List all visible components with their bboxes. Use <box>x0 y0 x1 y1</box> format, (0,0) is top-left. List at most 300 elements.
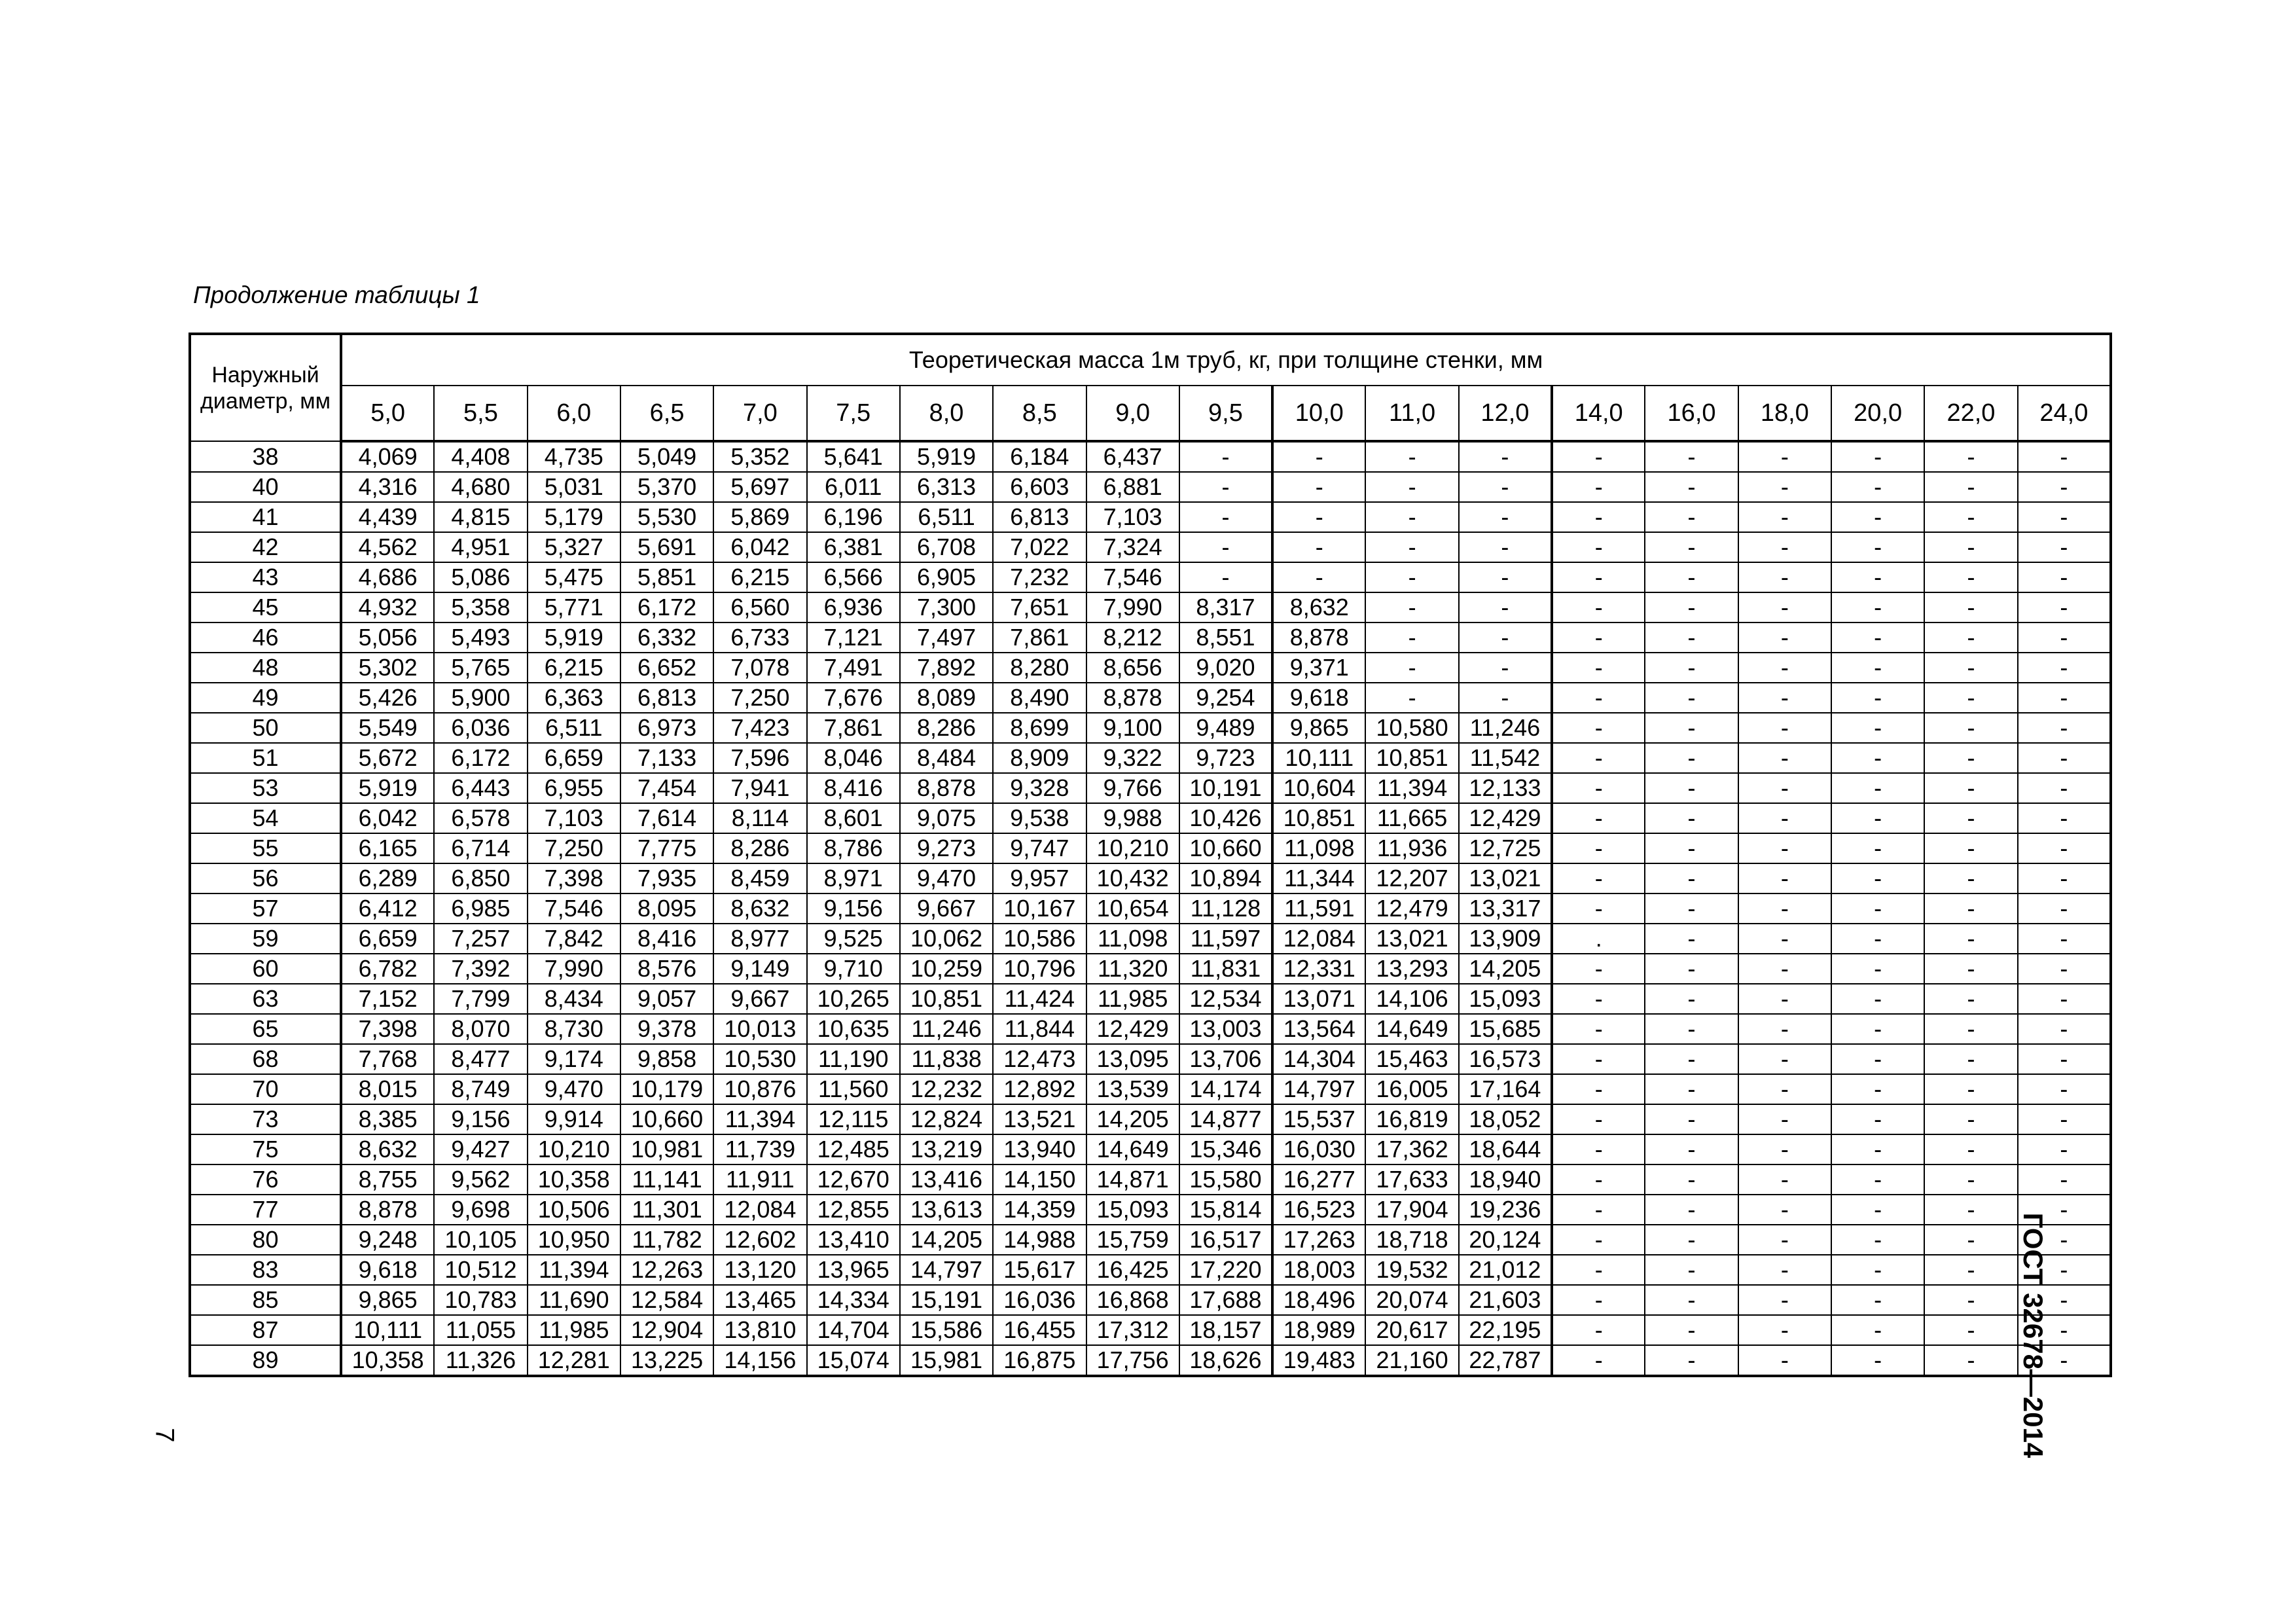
mass-cell: 4,439 <box>341 502 434 532</box>
mass-cell: - <box>1831 683 1924 713</box>
mass-cell: 18,496 <box>1272 1285 1365 1315</box>
mass-cell: 16,036 <box>993 1285 1086 1315</box>
thickness-header: 7,5 <box>807 386 900 441</box>
mass-cell: - <box>1924 1014 2017 1044</box>
mass-cell: - <box>1365 683 1458 713</box>
mass-cell: 6,560 <box>713 592 806 623</box>
mass-cell: - <box>2018 502 2111 532</box>
mass-cell: 12,534 <box>1179 984 1272 1014</box>
mass-cell: 11,394 <box>1365 773 1458 803</box>
mass-cell: 8,095 <box>620 893 713 924</box>
mass-cell: 10,210 <box>1086 833 1179 863</box>
mass-cell: 5,475 <box>528 562 620 592</box>
mass-cell: 17,263 <box>1272 1225 1365 1255</box>
mass-cell: 10,506 <box>528 1195 620 1225</box>
mass-cell: - <box>1831 1345 1924 1376</box>
mass-cell: 12,855 <box>807 1195 900 1225</box>
mass-cell: - <box>1459 472 1552 502</box>
mass-cell: 9,988 <box>1086 803 1179 833</box>
mass-cell: 16,517 <box>1179 1225 1272 1255</box>
mass-cell: - <box>1831 1104 1924 1134</box>
diameter-cell: 59 <box>190 924 341 954</box>
mass-cell: 6,511 <box>900 502 993 532</box>
mass-cell: - <box>1831 743 1924 773</box>
mass-cell: 6,042 <box>713 532 806 562</box>
mass-cell: - <box>1645 653 1738 683</box>
mass-cell: 8,878 <box>1086 683 1179 713</box>
mass-cell: - <box>1924 1104 2017 1134</box>
mass-cell: 5,691 <box>620 532 713 562</box>
mass-cell: - <box>1459 683 1552 713</box>
mass-cell: 13,071 <box>1272 984 1365 1014</box>
mass-cell: 16,425 <box>1086 1255 1179 1285</box>
mass-cell: 16,030 <box>1272 1134 1365 1164</box>
thickness-header: 11,0 <box>1365 386 1458 441</box>
mass-cell: 6,437 <box>1086 441 1179 472</box>
mass-cell: - <box>1831 502 1924 532</box>
mass-cell: 10,013 <box>713 1014 806 1044</box>
mass-cell: 9,538 <box>993 803 1086 833</box>
mass-cell: 18,626 <box>1179 1345 1272 1376</box>
mass-cell: 18,644 <box>1459 1134 1552 1164</box>
mass-cell: - <box>2018 863 2111 893</box>
mass-cell: - <box>1552 562 1645 592</box>
mass-cell: 15,093 <box>1459 984 1552 1014</box>
mass-cell: - <box>1645 592 1738 623</box>
mass-cell: 14,205 <box>1086 1104 1179 1134</box>
mass-cell: - <box>1924 1285 2017 1315</box>
mass-cell: 6,381 <box>807 532 900 562</box>
mass-cell: 11,320 <box>1086 954 1179 984</box>
diameter-cell: 49 <box>190 683 341 713</box>
mass-cell: 8,114 <box>713 803 806 833</box>
mass-cell: 5,370 <box>620 472 713 502</box>
mass-cell: 10,950 <box>528 1225 620 1255</box>
mass-cell: 14,156 <box>713 1345 806 1376</box>
mass-cell: - <box>1552 532 1645 562</box>
mass-cell: 6,313 <box>900 472 993 502</box>
mass-cell: 17,904 <box>1365 1195 1458 1225</box>
mass-cell: - <box>2018 592 2111 623</box>
mass-cell: 14,304 <box>1272 1044 1365 1074</box>
mass-cell: - <box>1552 1044 1645 1074</box>
mass-cell: 15,191 <box>900 1285 993 1315</box>
mass-cell: 9,156 <box>434 1104 527 1134</box>
mass-cell: 17,312 <box>1086 1315 1179 1345</box>
mass-cell: 13,021 <box>1365 924 1458 954</box>
mass-cell: - <box>1179 472 1272 502</box>
mass-cell: 11,831 <box>1179 954 1272 984</box>
mass-cell: 19,236 <box>1459 1195 1552 1225</box>
mass-cell: - <box>1645 984 1738 1014</box>
mass-cell: - <box>1924 1134 2017 1164</box>
table-row <box>190 924 2111 954</box>
mass-cell: - <box>1738 1044 1831 1074</box>
mass-cell: - <box>1552 1164 1645 1195</box>
mass-cell: - <box>1924 472 2017 502</box>
mass-cell: 9,378 <box>620 1014 713 1044</box>
mass-cell: 10,105 <box>434 1225 527 1255</box>
mass-cell: 12,824 <box>900 1104 993 1134</box>
mass-cell: 12,479 <box>1365 893 1458 924</box>
table-row <box>190 653 2111 683</box>
mass-cell: 7,497 <box>900 623 993 653</box>
mass-cell: 19,532 <box>1365 1255 1458 1285</box>
mass-cell: - <box>1272 441 1365 472</box>
mass-cell: - <box>1645 1074 1738 1104</box>
mass-cell: 15,093 <box>1086 1195 1179 1225</box>
diameter-cell: 54 <box>190 803 341 833</box>
mass-cell: 8,656 <box>1086 653 1179 683</box>
mass-cell: 4,408 <box>434 441 527 472</box>
mass-cell: 13,021 <box>1459 863 1552 893</box>
mass-cell: - <box>1459 532 1552 562</box>
mass-cell: 10,358 <box>528 1164 620 1195</box>
mass-cell: - <box>1831 924 1924 954</box>
mass-cell: - <box>1924 683 2017 713</box>
mass-cell: 12,473 <box>993 1044 1086 1074</box>
mass-cell: 6,733 <box>713 623 806 653</box>
mass-cell: - <box>2018 653 2111 683</box>
mass-cell: - <box>1738 984 1831 1014</box>
mass-cell: 10,179 <box>620 1074 713 1104</box>
mass-cell: 8,416 <box>807 773 900 803</box>
mass-cell: - <box>1552 863 1645 893</box>
mass-cell: 15,586 <box>900 1315 993 1345</box>
mass-cell: 18,940 <box>1459 1164 1552 1195</box>
mass-cell: - <box>1738 1195 1831 1225</box>
mass-cell: 9,156 <box>807 893 900 924</box>
mass-cell: 13,317 <box>1459 893 1552 924</box>
mass-cell: 12,602 <box>713 1225 806 1255</box>
mass-cell: - <box>1738 1104 1831 1134</box>
mass-cell: 12,670 <box>807 1164 900 1195</box>
mass-cell: 9,710 <box>807 954 900 984</box>
diameter-cell: 48 <box>190 653 341 683</box>
mass-cell: 7,941 <box>713 773 806 803</box>
mass-cell: 11,911 <box>713 1164 806 1195</box>
mass-cell: - <box>1924 833 2017 863</box>
mass-cell: 7,133 <box>620 743 713 773</box>
mass-cell: 7,892 <box>900 653 993 683</box>
mass-cell: 4,815 <box>434 502 527 532</box>
diameter-cell: 73 <box>190 1104 341 1134</box>
mass-cell: 21,012 <box>1459 1255 1552 1285</box>
mass-cell: 5,493 <box>434 623 527 653</box>
mass-cell: 10,111 <box>1272 743 1365 773</box>
mass-cell: - <box>1552 1285 1645 1315</box>
thickness-header: 10,0 <box>1272 386 1365 441</box>
mass-cell: 6,652 <box>620 653 713 683</box>
diameter-cell: 63 <box>190 984 341 1014</box>
table-row <box>190 683 2111 713</box>
mass-cell: - <box>2018 713 2111 743</box>
mass-cell: 9,957 <box>993 863 1086 893</box>
diameter-cell: 85 <box>190 1285 341 1315</box>
mass-cell: 9,100 <box>1086 713 1179 743</box>
mass-cell: 7,614 <box>620 803 713 833</box>
mass-cell: - <box>1924 623 2017 653</box>
mass-cell: 10,062 <box>900 924 993 954</box>
mass-cell: 9,322 <box>1086 743 1179 773</box>
mass-cell: 12,084 <box>1272 924 1365 954</box>
mass-cell: - <box>1459 502 1552 532</box>
mass-cell: - <box>1738 502 1831 532</box>
mass-cell: - <box>1272 532 1365 562</box>
mass-cell: 10,512 <box>434 1255 527 1285</box>
mass-cell: 13,003 <box>1179 1014 1272 1044</box>
mass-cell: 21,603 <box>1459 1285 1552 1315</box>
mass-cell: 15,074 <box>807 1345 900 1376</box>
mass-cell: 5,697 <box>713 472 806 502</box>
table-row <box>190 1044 2111 1074</box>
mass-cell: 6,443 <box>434 773 527 803</box>
mass-cell: 6,363 <box>528 683 620 713</box>
mass-cell: 5,327 <box>528 532 620 562</box>
mass-cell: - <box>1365 562 1458 592</box>
mass-cell: - <box>1645 1225 1738 1255</box>
diameter-cell: 76 <box>190 1164 341 1195</box>
table-row <box>190 803 2111 833</box>
mass-cell: - <box>1924 773 2017 803</box>
mass-cell: 20,617 <box>1365 1315 1458 1345</box>
mass-cell: 16,875 <box>993 1345 1086 1376</box>
mass-cell: - <box>1459 592 1552 623</box>
mass-cell: 13,219 <box>900 1134 993 1164</box>
mass-cell: 11,936 <box>1365 833 1458 863</box>
mass-cell: 10,660 <box>620 1104 713 1134</box>
pipe-mass-table <box>188 333 2112 1377</box>
mass-cell: - <box>1552 1104 1645 1134</box>
table-row <box>190 833 2111 863</box>
mass-cell: - <box>1924 1315 2017 1345</box>
mass-cell: - <box>1552 893 1645 924</box>
mass-cell: 21,160 <box>1365 1345 1458 1376</box>
mass-cell: 6,566 <box>807 562 900 592</box>
mass-cell: 6,036 <box>434 713 527 743</box>
mass-cell: - <box>1831 1044 1924 1074</box>
mass-cell: - <box>1552 773 1645 803</box>
mass-cell: - <box>1645 803 1738 833</box>
mass-cell: 12,485 <box>807 1134 900 1164</box>
mass-cell: - <box>1924 924 2017 954</box>
mass-cell: 7,861 <box>807 713 900 743</box>
mass-cell: - <box>1738 1164 1831 1195</box>
mass-cell: 10,876 <box>713 1074 806 1104</box>
mass-cell: 7,842 <box>528 924 620 954</box>
mass-cell: - <box>2018 1074 2111 1104</box>
mass-cell: 5,302 <box>341 653 434 683</box>
table-caption: Продолжение таблицы 1 <box>193 281 480 308</box>
mass-cell: 9,562 <box>434 1164 527 1195</box>
mass-cell: 6,412 <box>341 893 434 924</box>
mass-cell: 10,783 <box>434 1285 527 1315</box>
mass-cell: - <box>1738 562 1831 592</box>
mass-cell: 13,965 <box>807 1255 900 1285</box>
mass-cell: 11,560 <box>807 1074 900 1104</box>
mass-cell: - <box>1831 773 1924 803</box>
mass-cell: - <box>1738 833 1831 863</box>
table-row <box>190 1255 2111 1285</box>
mass-cell: 12,084 <box>713 1195 806 1225</box>
mass-cell: 11,591 <box>1272 893 1365 924</box>
mass-cell: - <box>1272 562 1365 592</box>
mass-cell: 6,936 <box>807 592 900 623</box>
mass-cell: 5,919 <box>341 773 434 803</box>
mass-cell: 9,248 <box>341 1225 434 1255</box>
mass-cell: . <box>1552 924 1645 954</box>
mass-cell: - <box>1738 683 1831 713</box>
mass-cell: - <box>1552 683 1645 713</box>
mass-cell: 9,174 <box>528 1044 620 1074</box>
mass-cell: - <box>1831 441 1924 472</box>
mass-cell: - <box>1831 1164 1924 1195</box>
mass-cell: 7,324 <box>1086 532 1179 562</box>
mass-cell: - <box>1552 472 1645 502</box>
mass-cell: 8,286 <box>713 833 806 863</box>
mass-cell: 8,786 <box>807 833 900 863</box>
mass-cell: 9,057 <box>620 984 713 1014</box>
mass-cell: - <box>2018 532 2111 562</box>
mass-cell: 6,659 <box>341 924 434 954</box>
mass-cell: - <box>1552 743 1645 773</box>
thickness-header: 9,0 <box>1086 386 1179 441</box>
mass-cell: - <box>2018 1315 2111 1345</box>
mass-cell: 6,172 <box>620 592 713 623</box>
mass-cell: 9,747 <box>993 833 1086 863</box>
mass-cell: 4,680 <box>434 472 527 502</box>
mass-cell: 5,056 <box>341 623 434 653</box>
mass-cell: - <box>1738 653 1831 683</box>
mass-cell: - <box>1645 532 1738 562</box>
mass-cell: 9,667 <box>900 893 993 924</box>
mass-cell: 8,046 <box>807 743 900 773</box>
mass-cell: - <box>1552 441 1645 472</box>
mass-cell: - <box>1645 562 1738 592</box>
mass-cell: 7,078 <box>713 653 806 683</box>
mass-cell: 6,782 <box>341 954 434 984</box>
mass-cell: - <box>2018 984 2111 1014</box>
mass-cell: - <box>1738 623 1831 653</box>
mass-cell: - <box>1738 1345 1831 1376</box>
mass-cell: 10,635 <box>807 1014 900 1044</box>
mass-cell: 7,022 <box>993 532 1086 562</box>
mass-cell: 5,179 <box>528 502 620 532</box>
thickness-header: 9,5 <box>1179 386 1272 441</box>
mass-cell: 7,232 <box>993 562 1086 592</box>
mass-cell: 12,133 <box>1459 773 1552 803</box>
mass-cell: - <box>1831 562 1924 592</box>
mass-cell: 9,766 <box>1086 773 1179 803</box>
mass-cell: 14,174 <box>1179 1074 1272 1104</box>
mass-cell: 20,074 <box>1365 1285 1458 1315</box>
mass-cell: 5,869 <box>713 502 806 532</box>
mass-cell: - <box>1645 623 1738 653</box>
mass-cell: 6,985 <box>434 893 527 924</box>
diameter-cell: 87 <box>190 1315 341 1345</box>
mass-cell: 5,900 <box>434 683 527 713</box>
mass-cell: - <box>1831 1195 1924 1225</box>
mass-cell: 10,259 <box>900 954 993 984</box>
mass-cell: 6,973 <box>620 713 713 743</box>
mass-cell: 8,477 <box>434 1044 527 1074</box>
mass-cell: 13,521 <box>993 1104 1086 1134</box>
mass-cell: - <box>1552 1255 1645 1285</box>
mass-cell: - <box>1738 441 1831 472</box>
mass-cell: 6,850 <box>434 863 527 893</box>
mass-cell: 13,416 <box>900 1164 993 1195</box>
mass-cell: 14,871 <box>1086 1164 1179 1195</box>
table-row <box>190 1195 2111 1225</box>
mass-cell: - <box>1738 924 1831 954</box>
thickness-header: 24,0 <box>2018 386 2111 441</box>
mass-cell: - <box>1179 532 1272 562</box>
mass-cell: - <box>1738 1074 1831 1104</box>
mass-cell: - <box>1738 532 1831 562</box>
mass-cell: 16,819 <box>1365 1104 1458 1134</box>
mass-cell: 7,392 <box>434 954 527 984</box>
table-row <box>190 1315 2111 1345</box>
mass-cell: 5,765 <box>434 653 527 683</box>
mass-cell: 8,576 <box>620 954 713 984</box>
mass-cell: 6,332 <box>620 623 713 653</box>
mass-cell: - <box>2018 683 2111 713</box>
mass-cell: 11,246 <box>1459 713 1552 743</box>
mass-cell: - <box>1924 441 2017 472</box>
diameter-cell: 46 <box>190 623 341 653</box>
mass-cell: - <box>1738 893 1831 924</box>
mass-cell: 11,141 <box>620 1164 713 1195</box>
mass-cell: 14,205 <box>900 1225 993 1255</box>
mass-cell: 15,580 <box>1179 1164 1272 1195</box>
mass-cell: - <box>1552 592 1645 623</box>
mass-cell: 18,718 <box>1365 1225 1458 1255</box>
mass-cell: - <box>1831 1225 1924 1255</box>
mass-cell: - <box>1831 713 1924 743</box>
mass-cell: 8,385 <box>341 1104 434 1134</box>
mass-cell: 6,289 <box>341 863 434 893</box>
mass-cell: 12,725 <box>1459 833 1552 863</box>
mass-cell: - <box>1645 1285 1738 1315</box>
thickness-header: 6,5 <box>620 386 713 441</box>
mass-cell: 9,371 <box>1272 653 1365 683</box>
mass-cell: 18,003 <box>1272 1255 1365 1285</box>
mass-cell: 9,865 <box>341 1285 434 1315</box>
thickness-header: 5,5 <box>434 386 527 441</box>
mass-cell: 10,426 <box>1179 803 1272 833</box>
mass-cell: - <box>2018 893 2111 924</box>
mass-cell: - <box>1552 1195 1645 1225</box>
mass-cell: 8,459 <box>713 863 806 893</box>
mass-cell: - <box>1365 653 1458 683</box>
mass-cell: 11,665 <box>1365 803 1458 833</box>
mass-cell: - <box>2018 1255 2111 1285</box>
table-row <box>190 502 2111 532</box>
mass-cell: - <box>1552 1225 1645 1255</box>
mass-cell: 15,981 <box>900 1345 993 1376</box>
mass-cell: - <box>1738 1315 1831 1345</box>
mass-cell: 12,584 <box>620 1285 713 1315</box>
diameter-cell: 41 <box>190 502 341 532</box>
mass-cell: - <box>1645 1134 1738 1164</box>
mass-cell: 11,326 <box>434 1345 527 1376</box>
mass-cell: - <box>1831 472 1924 502</box>
mass-cell: 5,530 <box>620 502 713 532</box>
mass-cell: 13,539 <box>1086 1074 1179 1104</box>
mass-cell: 8,878 <box>1272 623 1365 653</box>
mass-cell: - <box>1831 984 1924 1014</box>
mass-cell: 10,167 <box>993 893 1086 924</box>
